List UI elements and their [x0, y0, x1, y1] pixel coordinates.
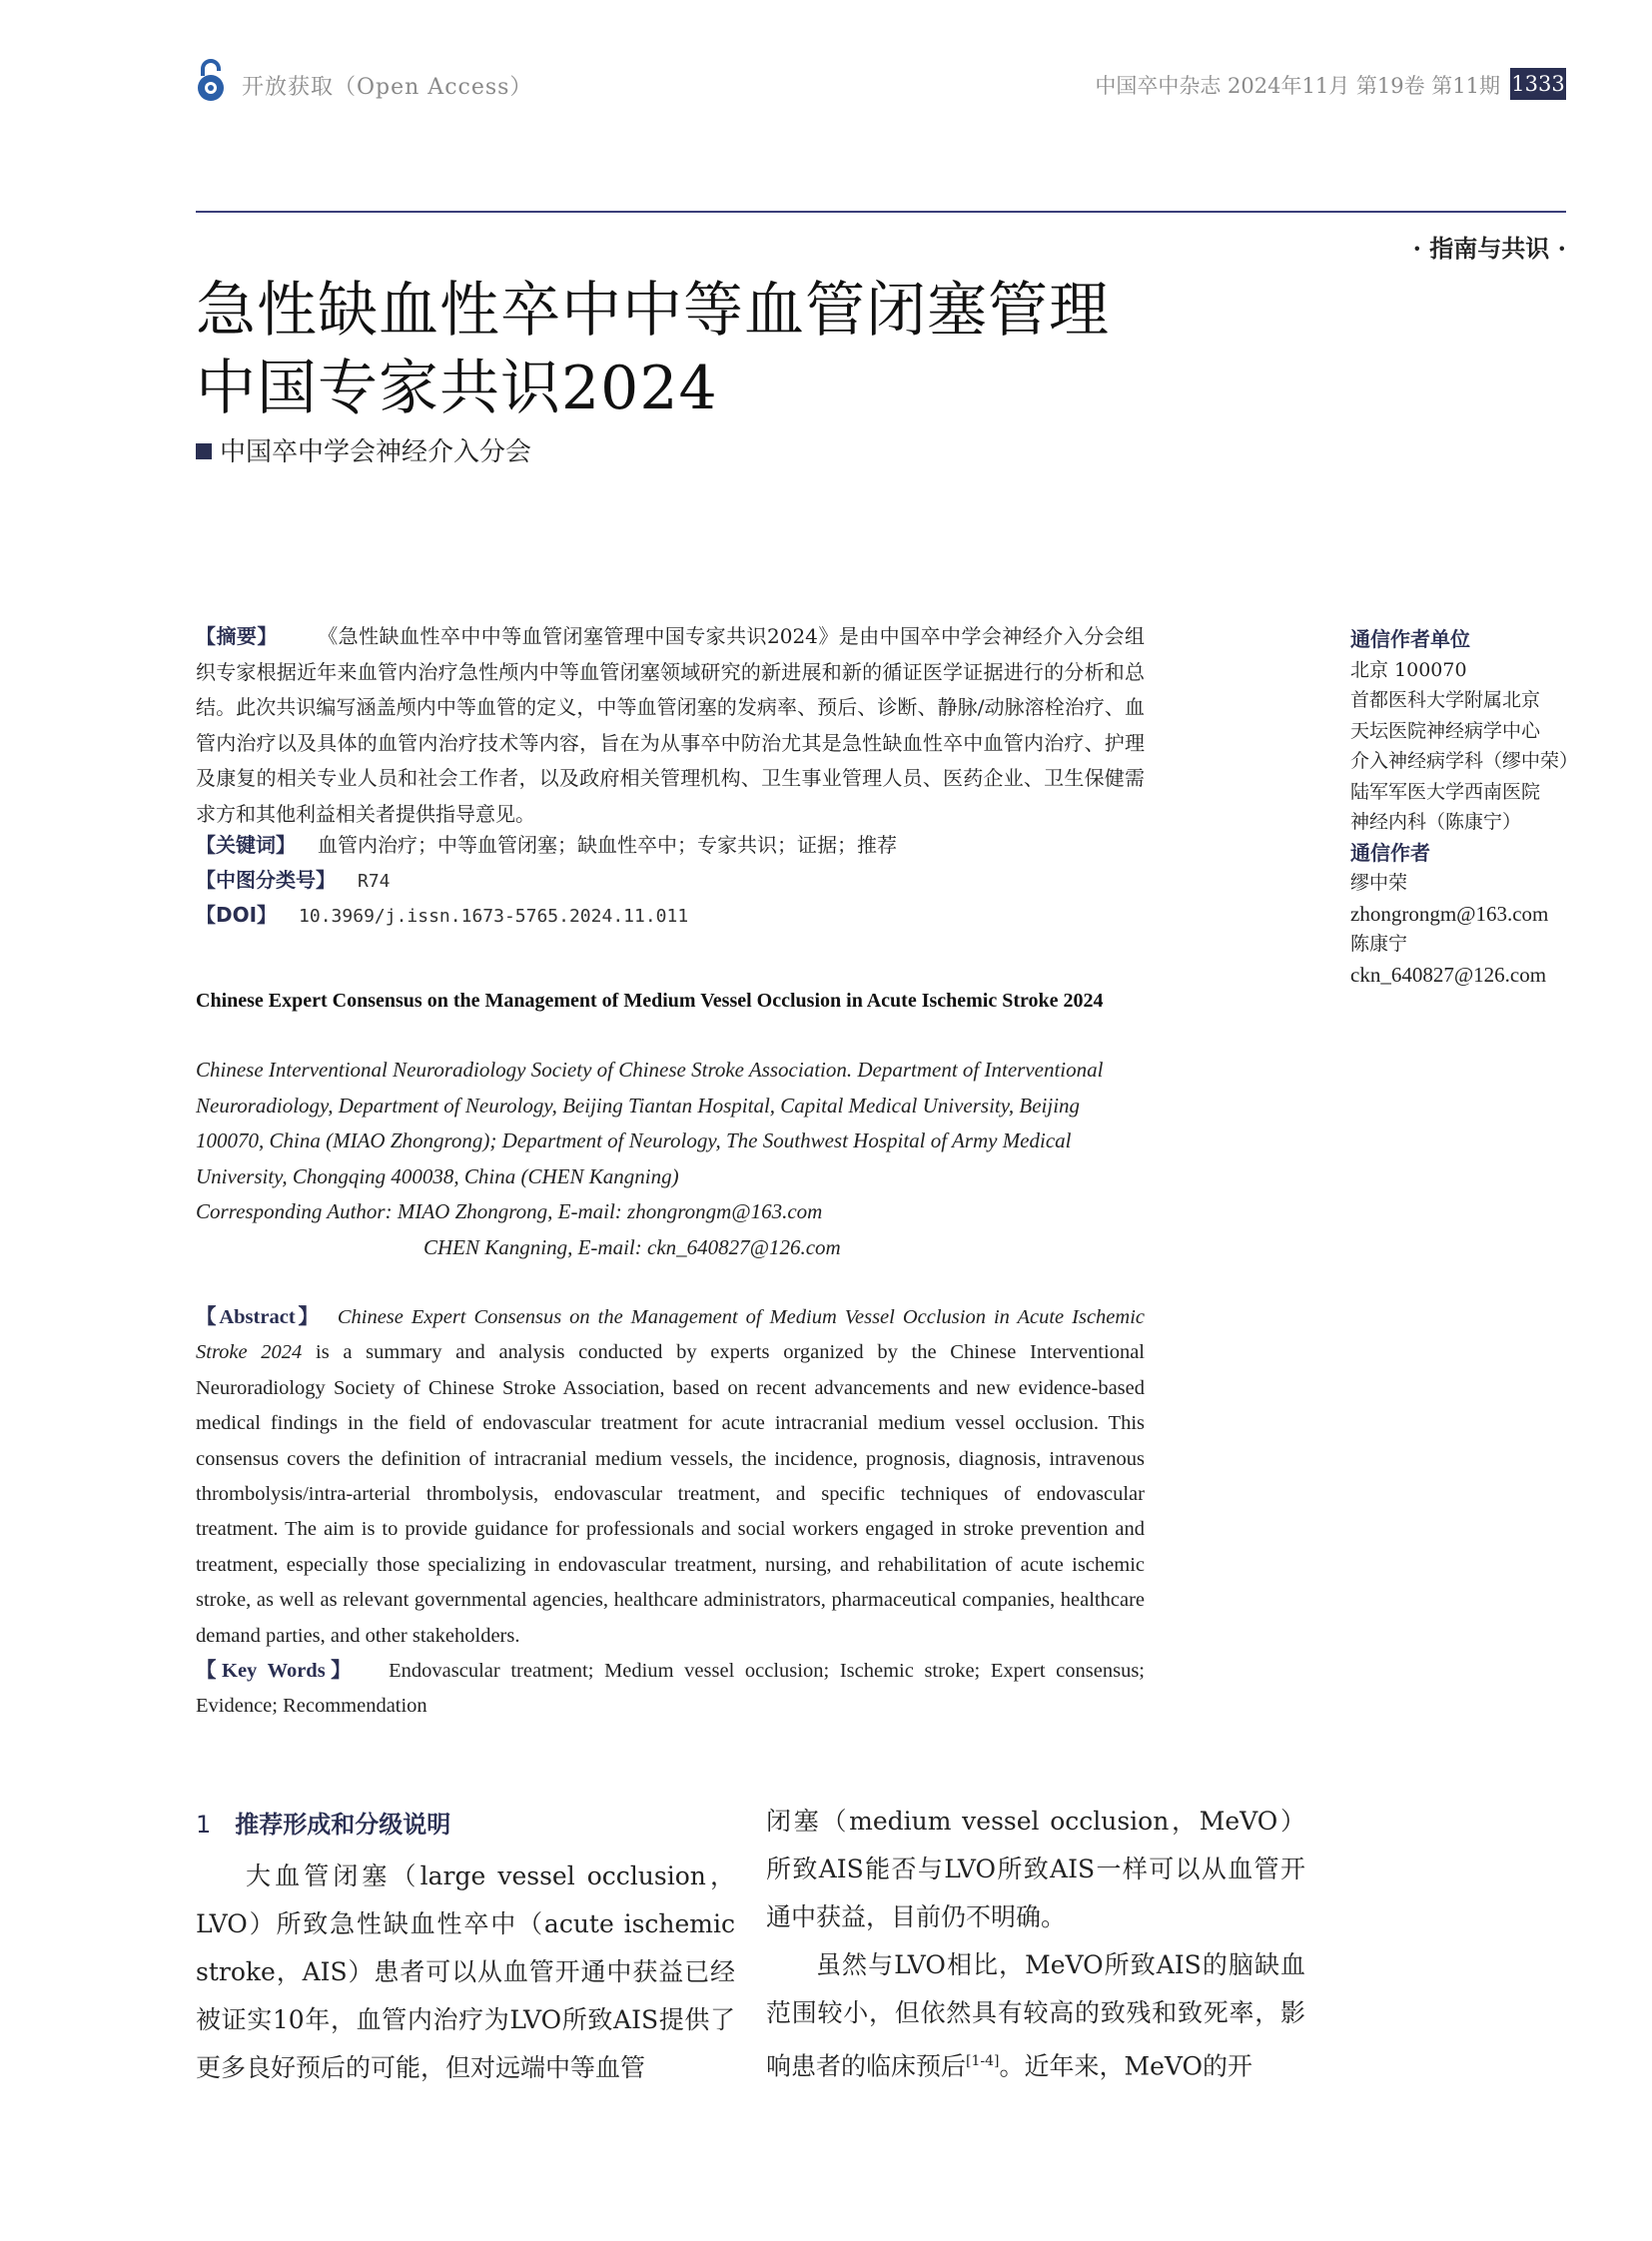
- cn-keywords-value: 血管内治疗；中等血管闭塞；缺血性卒中；专家共识；证据；推荐: [318, 833, 897, 857]
- author-name: 中国卒中学会神经介入分会: [220, 437, 532, 467]
- cn-doi-value: 10.3969/j.issn.1673-5765.2024.11.011: [299, 906, 689, 927]
- cn-abstract-text: 《急性缺血性卒中中等血管闭塞管理中国专家共识2024》是由中国卒中学会神经介入分会组织专家根据近年来血管内治疗急性颅内中等血管闭塞领域研究的新进展和新的循证医学证据进行的分析和总结。此次共识编写涵盖颅内中等血管的定义，中等血管闭塞的发病率、预后、诊断、静脉/动脉溶栓治疗、血管内治疗以及具体的血管内治疗技术等内容，旨在为从事卒中防治尤其是急性缺血性卒中血管内治疗、护理及康复的相关专业人员和社会工作者，以及政府相关管理机构、卫生事业管理人员、医药企业、卫生保健需求方和其他利益相关者提供指导意见。: [196, 624, 1145, 826]
- en-corresponding-2: CHEN Kangning, E-mail: ckn_640827@126.com: [423, 1234, 841, 1259]
- sidebar-author-email: ckn_640827@126.com: [1350, 962, 1547, 987]
- sidebar-unit-heading: 通信作者单位: [1350, 627, 1470, 651]
- open-access-icon: [196, 58, 226, 102]
- cn-abstract-label: 【摘要】: [196, 624, 278, 648]
- sidebar-unit-line: 北京 100070: [1350, 658, 1467, 681]
- open-access-label: 开放获取（Open Access）: [242, 75, 533, 100]
- en-affiliation: [196, 1053, 1145, 1265]
- cn-clc-label: 【中图分类号】: [196, 868, 336, 892]
- body-paragraph: 大血管闭塞（large vessel occlusion，LVO）所致急性缺血性卒中（acute ischemic stroke，AIS）患者可以从血管开通中获益已经被证实10年，血管内治疗为LVO所致AIS提供了更多良好预后的可能，但对远端中等血管: [196, 1862, 735, 2082]
- en-abstract-label: 【Abstract】: [196, 1306, 322, 1328]
- en-keywords-label: 【Key Words】: [196, 1660, 358, 1683]
- en-keywords-value: Endovascular treatment; Medium vessel occlusion; Ischemic stroke; Expert consensus; Evidence; Recommendation: [196, 1660, 1145, 1718]
- title-line-2: 中国专家共识2024: [196, 354, 718, 423]
- sidebar-unit-line: 神经内科（陈康宁）: [1350, 811, 1522, 833]
- en-abstract-italic: Chinese Expert Consensus on the Management of Medium Vessel Occlusion in Acute Ischemic Stroke 2024: [196, 1306, 1145, 1364]
- journal-info: 中国卒中杂志 2024年11月 第19卷 第11期: [1095, 74, 1500, 98]
- sidebar-unit-line: 介入神经病学科（缪中荣）: [1350, 750, 1579, 772]
- cn-abstract: [196, 619, 1145, 832]
- cn-keywords: [196, 829, 897, 858]
- body-paragraph: 闭塞（medium vessel occlusion，MeVO）所致AIS能否与LVO所致AIS一样可以从血管开通中获益，目前仍不明确。: [766, 1807, 1305, 1931]
- body-column-left: [196, 1853, 735, 2092]
- body-column-right: [766, 1798, 1305, 2090]
- page-number: 1333: [1510, 68, 1566, 100]
- section-number: 1: [196, 1811, 212, 1839]
- sidebar-author-email: zhongrongm@163.com: [1350, 901, 1549, 926]
- section-title: 推荐形成和分级说明: [235, 1811, 451, 1839]
- author-line: [196, 431, 531, 468]
- title-line-1: 急性缺血性卒中中等血管闭塞管理: [196, 276, 1110, 346]
- en-abstract-text: is a summary and analysis conducted by experts organized by the Chinese Interventional Neuroradiology Society of Chinese Stroke Association, based on recent advancements and new evidence-based medical findings in the field of endovascular treatment for acute intracranial medium vessel occlusion. This consensus covers the definition of intracranial medium vessels, the incidence, prognosis, diagnosis, intravenous thrombolysis/intra-arterial thrombolysis, endovascular treatment, and specific techniques of endovascular treatment. The aim is to provide guidance for professionals and social workers engaged in stroke prevention and treatment, especially those specializing in endovascular treatment, nursing, and rehabilitation of acute ischemic stroke, as well as relevant governmental agencies, healthcare administrators, pharmaceutical companies, healthcare demand parties, and other stakeholders.: [196, 1341, 1145, 1647]
- sidebar-author-name: 缪中荣: [1350, 872, 1408, 894]
- cn-clc: [196, 864, 391, 893]
- cn-doi-label: 【DOI】: [196, 903, 278, 927]
- en-corresponding-1: Corresponding Author: MIAO Zhongrong, E-mail: zhongrongm@163.com: [196, 1199, 823, 1223]
- en-affiliation-text: Chinese Interventional Neuroradiology Society of Chinese Stroke Association. Department of Interventional Neuroradiology, Department of Neurology, Beijing Tiantan Hospital, Capital Medical University, Beijing 100070, China (MIAO Zhongrong); Department of Neurology, The Southwest Hospital of Army Medical University, Chongqing 400038, China (CHEN Kangning): [196, 1058, 1104, 1188]
- correspondence-sidebar: [1350, 624, 1590, 990]
- cn-keywords-label: 【关键词】: [196, 833, 296, 857]
- sidebar-unit-line: 陆军军医大学西南医院: [1350, 780, 1541, 803]
- en-abstract: [196, 1300, 1145, 1725]
- body-paragraph-text: 虽然与LVO相比，MeVO所致AIS的脑缺血范围较小，但依然具有较高的致残和致死率，影响患者的临床预后: [766, 1950, 1305, 2081]
- body-paragraph: [766, 1941, 1305, 2090]
- article-title: [196, 272, 1110, 427]
- sidebar-author-name: 陈康宁: [1350, 933, 1408, 955]
- sidebar-author-heading: 通信作者: [1350, 840, 1430, 865]
- cn-clc-value: R74: [358, 871, 391, 892]
- sidebar-unit-line: 首都医科大学附属北京: [1350, 689, 1541, 711]
- body-paragraph-tail: 。近年来，MeVO的开: [999, 2051, 1252, 2081]
- en-title: Chinese Expert Consensus on the Management of Medium Vessel Occlusion in Acute Ischemic Stroke 2024: [196, 990, 1104, 1012]
- citation: [1-4]: [966, 2053, 1000, 2069]
- section-heading: [196, 1805, 450, 1840]
- cn-doi: [196, 899, 688, 928]
- author-bullet: [196, 443, 212, 459]
- header-rule: [196, 211, 1566, 213]
- section-label: · 指南与共识 ·: [1412, 234, 1566, 263]
- sidebar-unit-line: 天坛医院神经病学中心: [1350, 719, 1541, 742]
